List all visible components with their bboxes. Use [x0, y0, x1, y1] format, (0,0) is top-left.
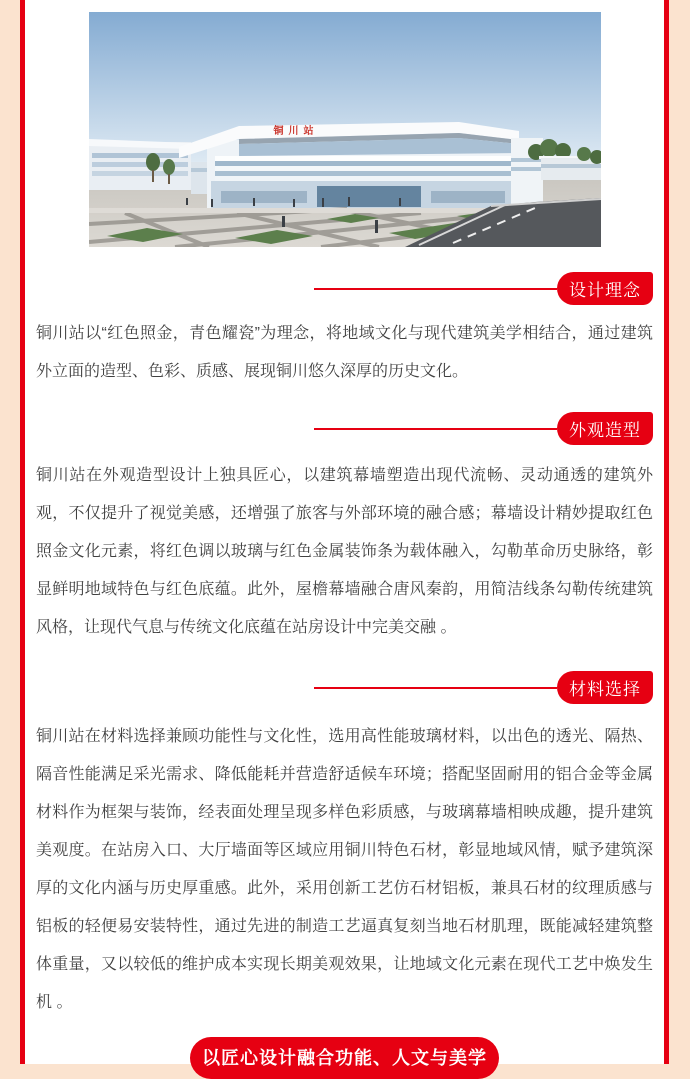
header-rule-line [314, 687, 557, 689]
left-annex-building [89, 139, 191, 190]
section-paragraph: 铜川站在材料选择兼顾功能性与文化性，选用高性能玻璃材料，以出色的透光、隔热、隔音性能满足采光需求、降低能耗并营造舒适候车环境；搭配坚固耐用的铝合金等金属材料作为框架与装饰，经表面处理呈现多样色彩质感，与玻璃幕墙相映成趣，提升建筑美观度。在站房入口、大厅墙面等区域应用铜川特色石材，彰显地域风情，赋予建筑深厚的文化内涵与历史厚重感。此外，采用创新工艺仿石材铝板，兼具石材的纹理质感与铝板的轻便易安装特性，通过先进的制造工艺逼真复刻当地石材肌理，既能减轻建筑整体重量，又以较低的维护成本实现长期美观效果，让地域文化元素在现代工艺中焕发生机 。 [36, 728, 653, 1011]
section-header [36, 412, 653, 445]
station-sign-text: 铜川站 [273, 126, 318, 137]
main-station-hall [179, 122, 543, 208]
header-rule-line [314, 428, 557, 430]
slogan-button[interactable]: 以匠心设计融合功能、人文与美学 [190, 1037, 499, 1079]
section-badge: 设计理念 [557, 272, 653, 305]
section-header [36, 671, 653, 704]
section-design-concept [36, 272, 653, 391]
section-material-selection [36, 671, 653, 1022]
cta-container [36, 1037, 653, 1079]
section-badge: 材料选择 [557, 671, 653, 704]
section-exterior-design [36, 412, 653, 647]
header-rule-line [314, 288, 557, 290]
article-frame [20, 0, 669, 1068]
section-badge: 外观造型 [557, 412, 653, 445]
section-paragraph: 铜川站在外观造型设计上独具匠心，以建筑幕墙塑造出现代流畅、灵动通透的建筑外观，不仅提升了视觉美感，还增强了旅客与外部环境的融合感；幕墙设计精妙提取红色照金文化元素，将红色调以玻璃与红色金属装饰条为载体融入，勾勒革命历史脉络，彰显鲜明地域特色与红色底蕴。此外，屋檐幕墙融合唐风秦韵，用简洁线条勾勒传统建筑风格，让现代气息与传统文化底蕴在站房设计中完美交融 。 [36, 467, 653, 636]
station-rendering-image [89, 12, 601, 247]
section-header [36, 272, 653, 305]
section-paragraph: 铜川站以“红色照金，青色耀瓷”为理念，将地域文化与现代建筑美学相结合，通过建筑外立面的造型、色彩、质感、展现铜川悠久深厚的历史文化。 [36, 325, 653, 380]
